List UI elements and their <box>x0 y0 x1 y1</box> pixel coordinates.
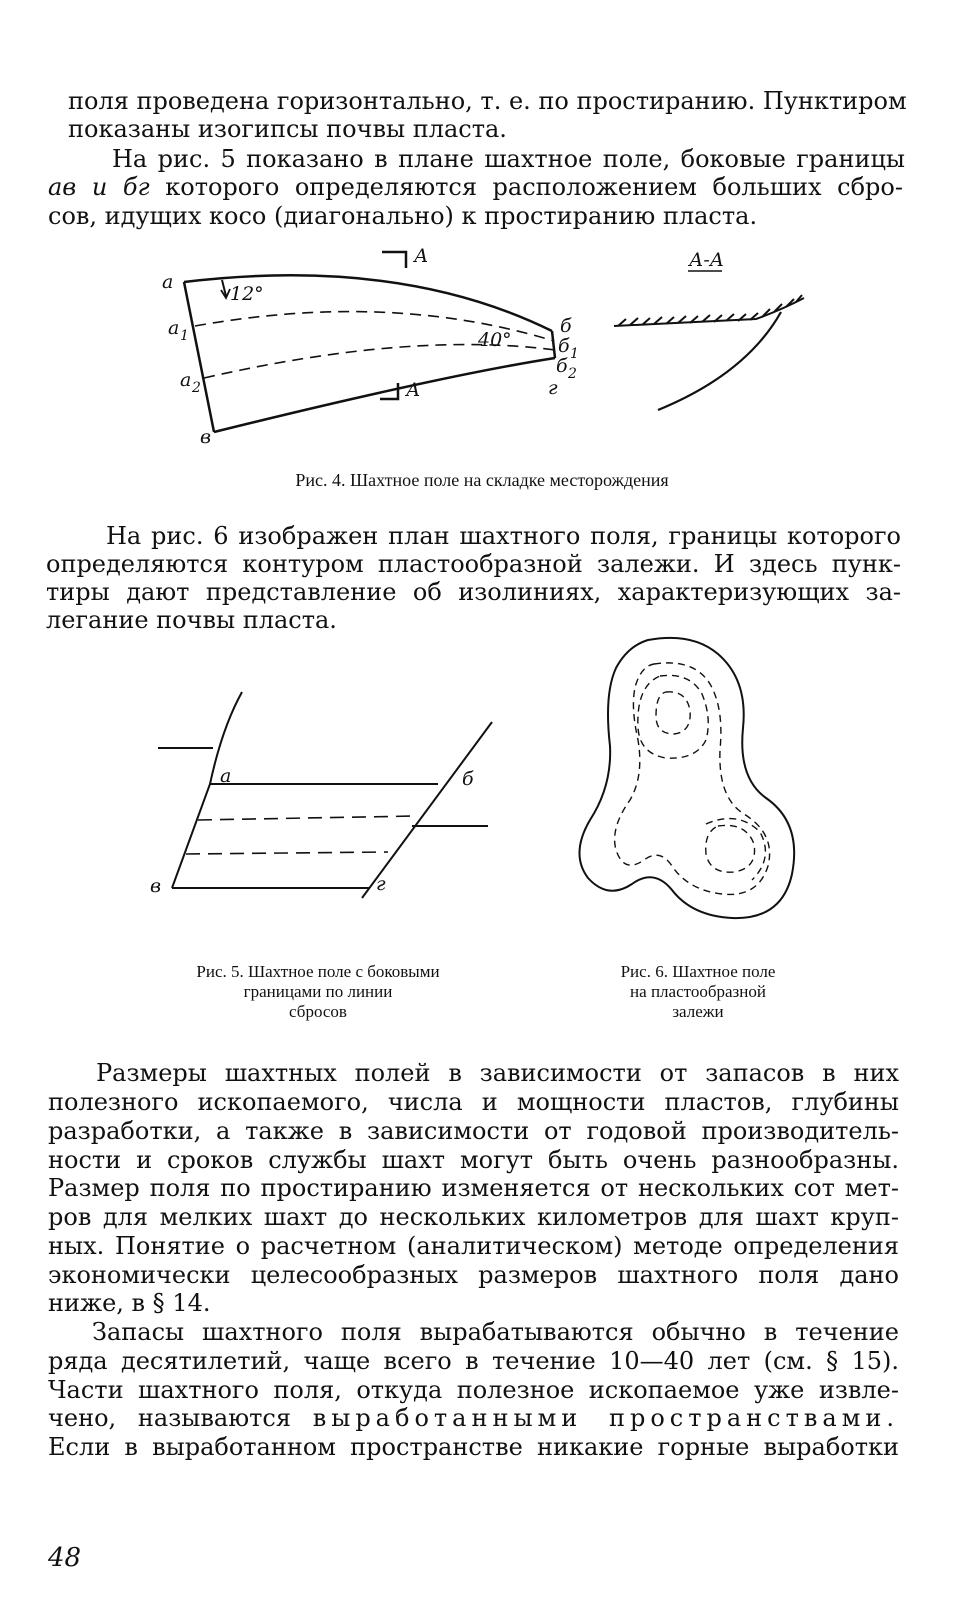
section-mark-top <box>382 252 406 268</box>
body-text-line: сов, идущих косо (диагонально) к простиранию пласта. <box>48 202 758 230</box>
figure-5-diagram <box>150 688 500 903</box>
field-left-boundary <box>184 282 214 432</box>
label-a1-sub: 1 <box>180 328 189 344</box>
label-a2-sub: 2 <box>192 380 201 396</box>
figure-6-diagram <box>570 628 820 928</box>
page-number: 48 <box>48 1543 82 1573</box>
body-text-line: ряда десятилетий, чаще всего в течение 10—40 лет (см. § 15). <box>48 1347 899 1375</box>
caption-line: на пластообразной <box>630 982 766 1001</box>
caption-line: сбросов <box>289 1002 347 1021</box>
isoline-outer <box>615 663 770 895</box>
fault-ab-left <box>172 692 242 888</box>
body-text-line: Части шахтного поля, откуда полезное ископаемое уже извле- <box>48 1376 899 1404</box>
body-text-line: легание почвы пласта. <box>46 606 337 634</box>
body-text-line <box>48 172 903 202</box>
body-text-line: тиры дают представление об изолиниях, характеризующих за- <box>46 578 901 606</box>
fault-bg-right <box>362 722 492 898</box>
spaced-term: выработанными пространствами. <box>312 1404 899 1432</box>
seam-section <box>658 312 781 410</box>
label-a1: а <box>168 317 180 339</box>
field-right-boundary <box>552 331 555 358</box>
body-text-line <box>48 1403 899 1433</box>
body-text-line: На рис. 5 показано в плане шахтное поле, боковые границы <box>112 145 905 173</box>
body-text-line: определяются контуром пластообразной залежи. И здесь пунк- <box>46 550 901 578</box>
body-text-line: ров для мелких шахт до нескольких километров для шахт круп- <box>48 1203 899 1231</box>
deposit-contour <box>579 638 794 918</box>
isoline-lower <box>706 825 755 872</box>
label-b2: б <box>556 355 568 377</box>
caption-line: залежи <box>672 1002 724 1021</box>
body-text-line: На рис. 6 изображен план шахтного поля, границы которого <box>106 522 901 550</box>
body-text-line: Запасы шахтного поля вырабатываются обычно в течение <box>92 1318 899 1346</box>
body-text-line: ниже, в § 14. <box>48 1289 211 1317</box>
isoline-middle <box>638 675 708 758</box>
body-text-line: Размер поля по простиранию изменяется от нескольких сот мет- <box>48 1174 899 1202</box>
figure-4-caption: Рис. 4. Шахтное поле на складке месторождения <box>295 470 669 490</box>
angle-40-label: 40° <box>478 329 512 351</box>
isoline-1 <box>198 816 416 820</box>
caption-line: Рис. 5. Шахтное поле с боковыми <box>196 962 440 981</box>
label-b1-sub: 1 <box>570 346 579 362</box>
isoline-2 <box>186 852 388 854</box>
body-text-line: разработки, а также в зависимости от годовой производитель- <box>48 1117 899 1145</box>
figure-4-plan <box>150 236 580 456</box>
caption-line: Рис. 6. Шахтное поле <box>620 962 776 981</box>
label-v: в <box>200 426 212 448</box>
section-title: А-А <box>689 249 725 271</box>
label-b2-sub: 2 <box>568 366 577 382</box>
body-text-line: Размеры шахтных полей в зависимости от запасов в них <box>96 1059 899 1087</box>
figure-6-caption <box>560 962 836 1022</box>
body-text-line: показаны изогипсы почвы пласта. <box>68 115 507 143</box>
body-text-line: экономически целесообразных размеров шахтного поля дано <box>48 1261 899 1289</box>
body-text-fragment: которого определяются расположением больших сбро- <box>149 173 903 201</box>
label-b1: б <box>558 335 570 357</box>
figure-5-caption <box>126 962 510 1022</box>
isoline-inner <box>656 692 690 734</box>
body-text-line: ных. Понятие о расчетном (аналитическом) методе определения <box>48 1232 899 1260</box>
label-g: г <box>376 873 386 895</box>
label-a: а <box>162 271 174 293</box>
body-text-line: Если в выработанном пространстве никакие горные выработки <box>48 1433 899 1461</box>
label-a2: а <box>180 369 192 391</box>
caption-line: границами по линии <box>243 982 393 1001</box>
field-outline-bottom <box>214 358 555 432</box>
angle-12-label: 12° <box>230 283 264 305</box>
label-g: г <box>548 377 558 399</box>
italic-fault-labels: ав и бг <box>48 173 150 201</box>
body-text-line: ности и сроков службы шахт могут быть очень разнообразны. <box>48 1146 899 1174</box>
figure-4-section <box>606 244 816 414</box>
label-a: а <box>220 765 232 787</box>
section-mark-bottom-label: А <box>406 379 421 401</box>
label-v: в <box>150 875 162 897</box>
section-mark-top-label: А <box>414 245 429 267</box>
body-text-fragment: чено, называются <box>48 1404 313 1432</box>
body-text-line: полезного ископаемого, числа и мощности пластов, глубины <box>48 1088 899 1116</box>
body-text-line: поля проведена горизонтально, т. е. по простиранию. Пунктиром <box>68 87 907 115</box>
label-b: б <box>462 768 474 790</box>
label-b: б <box>560 315 572 337</box>
